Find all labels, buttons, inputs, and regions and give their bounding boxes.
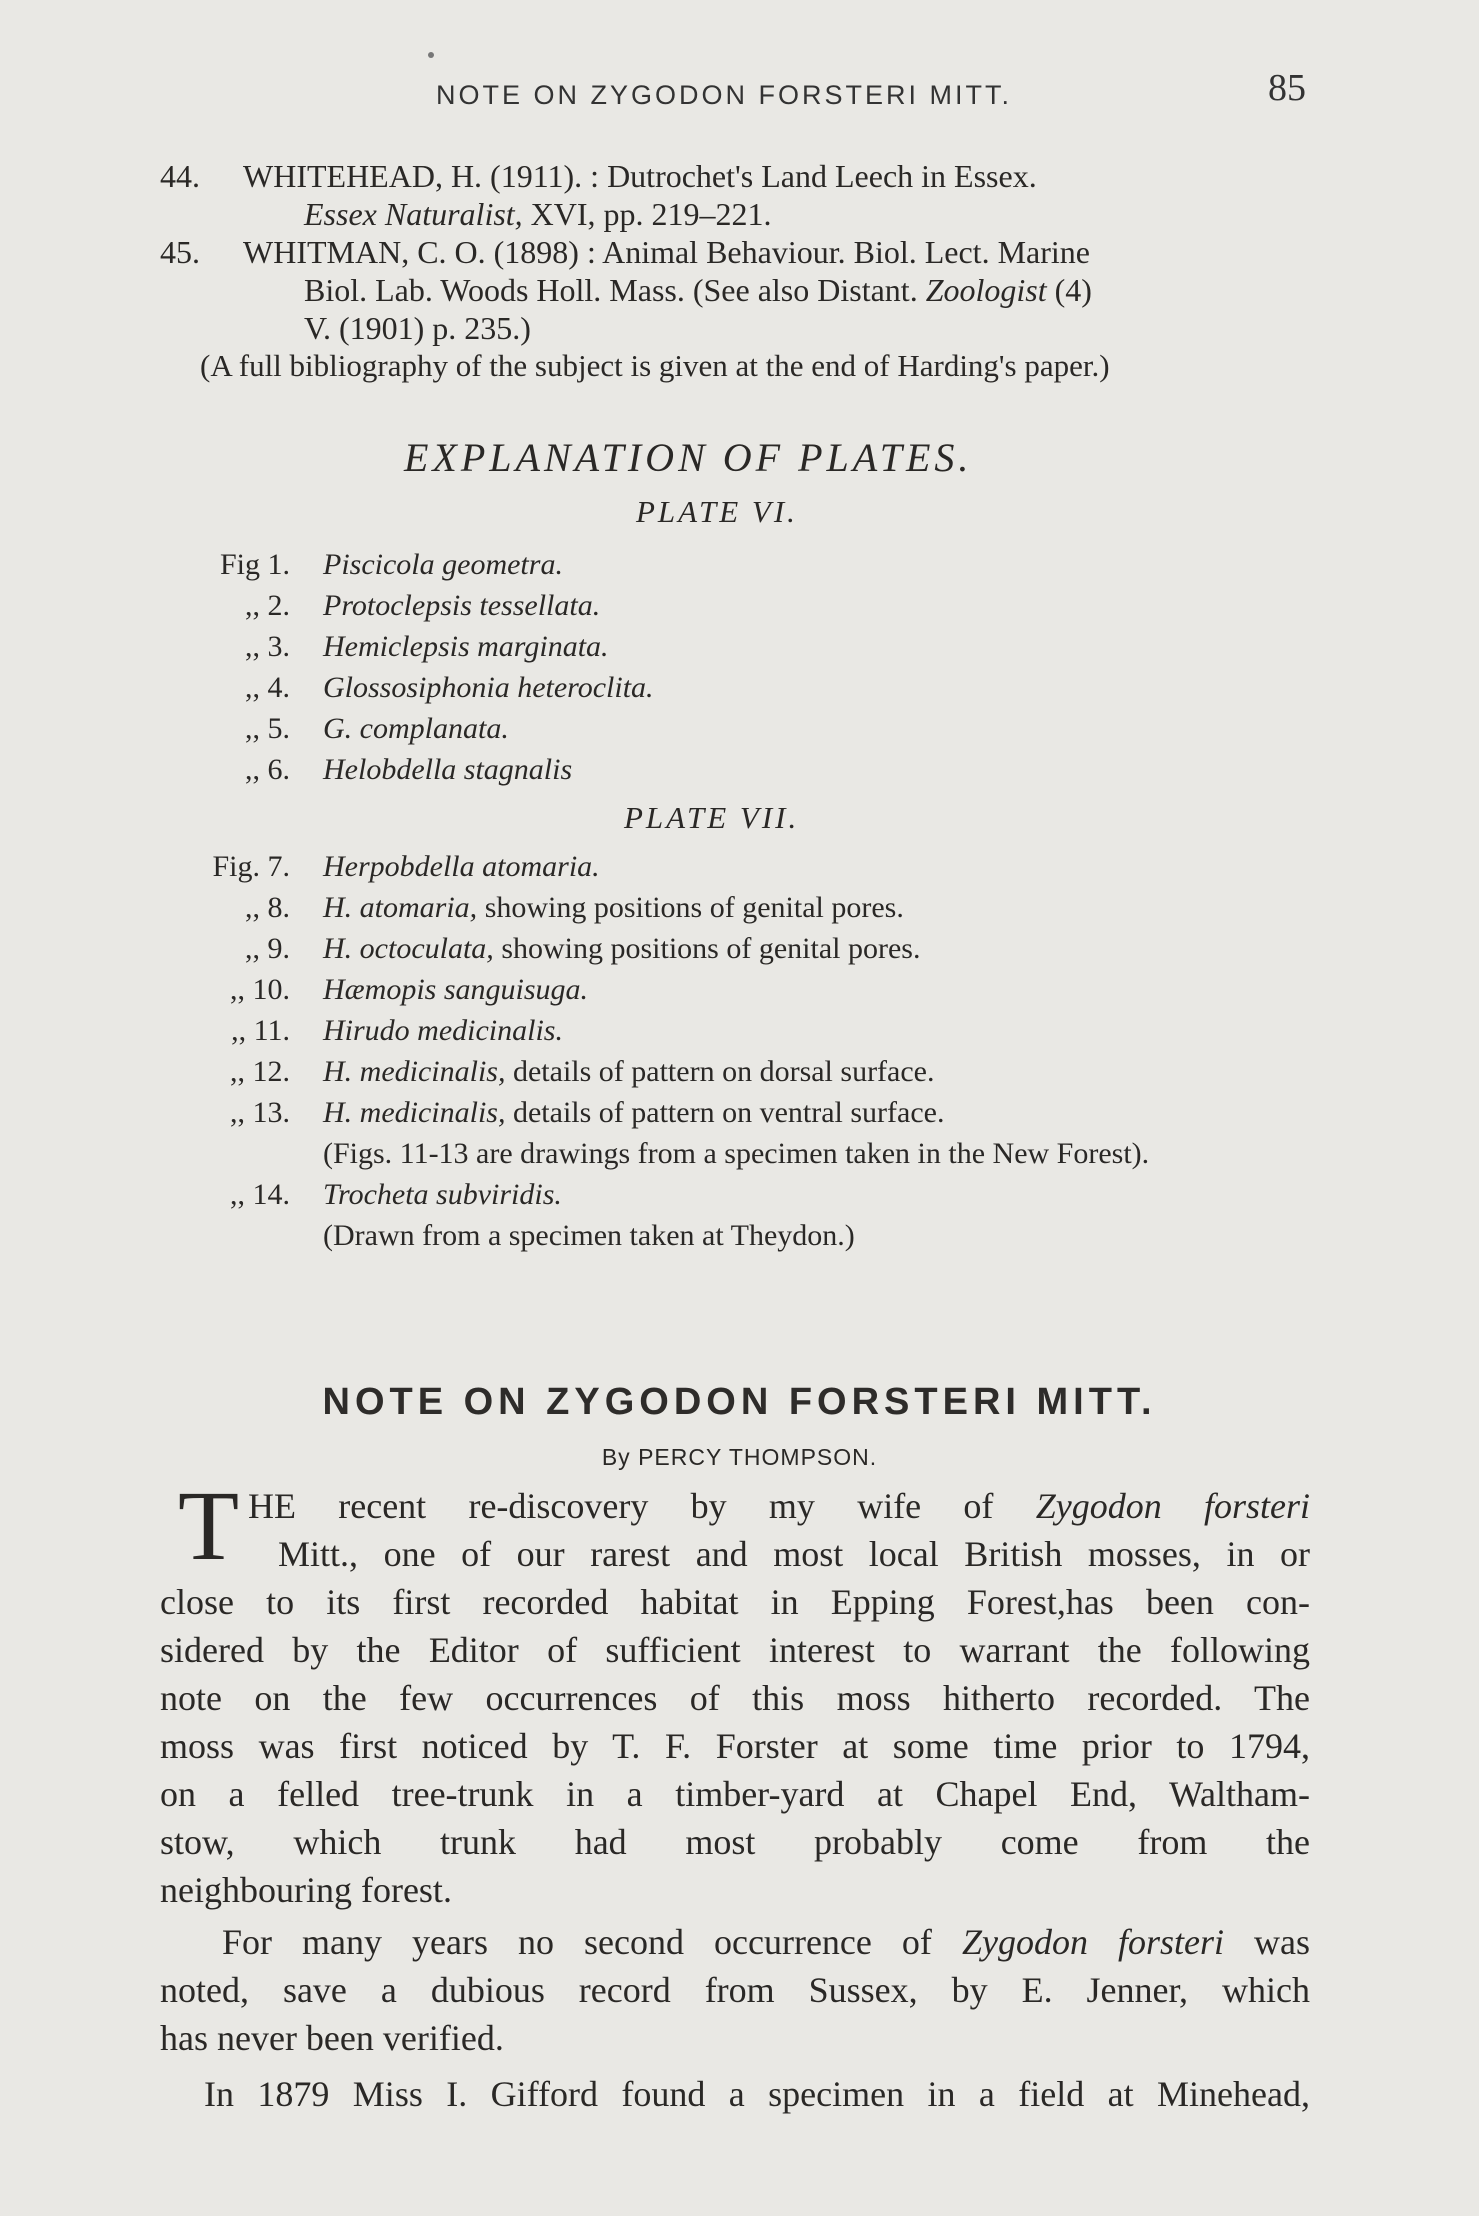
figure-label: ,, 5. [245, 712, 290, 745]
drop-cap: T [178, 1470, 240, 1581]
figure-label: ,, 12. [230, 1055, 290, 1088]
paragraph-line: close to its first recorded habitat in Epping Forest,has been con- [160, 1582, 1310, 1622]
reference-detail: Biol. Lab. Woods Holl. Mass. (See also Distant. [304, 272, 926, 308]
reference-detail: (4) [1046, 272, 1092, 308]
byline: By PERCY THOMPSON. [601, 1444, 878, 1470]
figure-caption: G. complanata. [323, 712, 509, 745]
figure-caption [323, 929, 920, 969]
figure-label: ,, 11. [231, 1014, 290, 1047]
plate-vii-heading: PLATE VII. [624, 800, 800, 835]
figure-label: Fig 1. [219, 548, 290, 581]
species-name: Zygodon forsteri [961, 1922, 1224, 1962]
reference-line: WHITEHEAD, H. (1911). : Dutrochet's Land Leech in Essex. [243, 158, 1037, 194]
figure-label: ,, 3. [245, 630, 290, 663]
species-name: Zygodon forsteri [1035, 1486, 1310, 1526]
figure-label: ,, 13. [230, 1096, 290, 1129]
paragraph-line: In 1879 Miss I. Gifford found a specimen in a field at Minehead, [204, 2074, 1310, 2114]
figure-caption [323, 1011, 563, 1051]
reference-line: V. (1901) p. 235.) [304, 310, 531, 346]
figure-label: ,, 6. [245, 753, 290, 786]
figure-caption: Hemiclepsis marginata. [323, 630, 609, 663]
figure-label: ,, 8. [245, 891, 290, 924]
figure-label: Fig. 7. [212, 850, 290, 883]
caption-detail: showing positions of genital pores. [477, 891, 904, 924]
species-name: Herpobdella atomaria. [323, 850, 600, 883]
text-run: HE recent re-discovery by my wife of [248, 1486, 1036, 1526]
figure-caption [323, 847, 600, 887]
figure-label: ,, 10. [230, 973, 290, 1006]
figure-label: ,, 4. [245, 671, 290, 704]
reference-detail: XVI, pp. 219–221. [522, 196, 772, 232]
journal-name: Essex Naturalist, [304, 196, 523, 232]
figures-note: (Figs. 11-13 are drawings from a specimen taken in the New Forest). [323, 1137, 1150, 1170]
figure-label: ,, 9. [245, 932, 290, 965]
bibliography-note: (A full bibliography of the subject is given at the end of Harding's paper.) [200, 348, 1110, 383]
species-name: H. atomaria, [323, 891, 478, 924]
figure-note: (Drawn from a specimen taken at Theydon.) [323, 1219, 855, 1252]
paragraph-line: sidered by the Editor of sufficient interest to warrant the following [160, 1630, 1310, 1670]
figure-caption [323, 970, 588, 1010]
running-head: NOTE ON ZYGODON FORSTERI MITT. [436, 80, 1012, 110]
ink-dot [428, 52, 434, 58]
reference-line: WHITMAN, C. O. (1898) : Animal Behaviour. Biol. Lect. Marine [243, 234, 1090, 270]
figure-label: ,, 2. [245, 589, 290, 622]
paragraph-line: has never been verified. [160, 2018, 504, 2058]
figure-caption: Glossosiphonia heteroclita. [323, 671, 654, 704]
species-name: H. medicinalis, [323, 1096, 506, 1129]
paragraph-line: note on the few occurrences of this moss hitherto recorded. The [160, 1678, 1310, 1718]
journal-name: Zoologist [925, 272, 1047, 308]
paragraph-line: noted, save a dubious record from Sussex, by E. Jenner, which [160, 1970, 1310, 2010]
text-run: was [1223, 1922, 1310, 1962]
species-name: Hirudo medicinalis. [323, 1014, 563, 1047]
species-name: Hæmopis sanguisuga. [323, 973, 589, 1006]
plate-vi-heading: PLATE VI. [636, 494, 798, 529]
paragraph-line: Mitt., one of our rarest and most local British mosses, in or [278, 1534, 1310, 1574]
figure-caption [323, 1093, 944, 1133]
figure-caption: Piscicola geometra. [323, 548, 563, 581]
page-number: 85 [1268, 67, 1306, 109]
paragraph-line [222, 1921, 1310, 1963]
figure-caption: Trocheta subviridis. [323, 1178, 562, 1211]
figure-caption: Helobdella stagnalis [323, 753, 573, 786]
species-name: H. octoculata, [323, 932, 494, 965]
paragraph-line: moss was first noticed by T. F. Forster at some time prior to 1794, [160, 1726, 1310, 1766]
caption-detail: showing positions of genital pores. [493, 932, 921, 965]
figure-label: ,, 14. [230, 1178, 290, 1211]
figure-caption [323, 1052, 935, 1092]
species-name: H. medicinalis, [323, 1055, 506, 1088]
paragraph-line: stow, which trunk had most probably come from the [160, 1822, 1310, 1862]
text-run: For many years no second occurrence of [222, 1922, 962, 1962]
reference-number: 45. [160, 234, 200, 270]
caption-detail: details of pattern on dorsal surface. [505, 1055, 935, 1088]
figure-caption: Protoclepsis tessellata. [323, 589, 601, 622]
figure-caption [323, 888, 904, 928]
paragraph-line: neighbouring forest. [160, 1870, 452, 1910]
article-title: NOTE ON ZYGODON FORSTERI MITT. [322, 1381, 1157, 1423]
paragraph-line: on a felled tree-trunk in a timber-yard at Chapel End, Waltham- [160, 1774, 1310, 1814]
paragraph-line [248, 1485, 1310, 1527]
reference-number: 44. [160, 158, 200, 194]
explanation-title: EXPLANATION OF PLATES. [404, 435, 973, 480]
caption-detail: details of pattern on ventral surface. [505, 1096, 945, 1129]
